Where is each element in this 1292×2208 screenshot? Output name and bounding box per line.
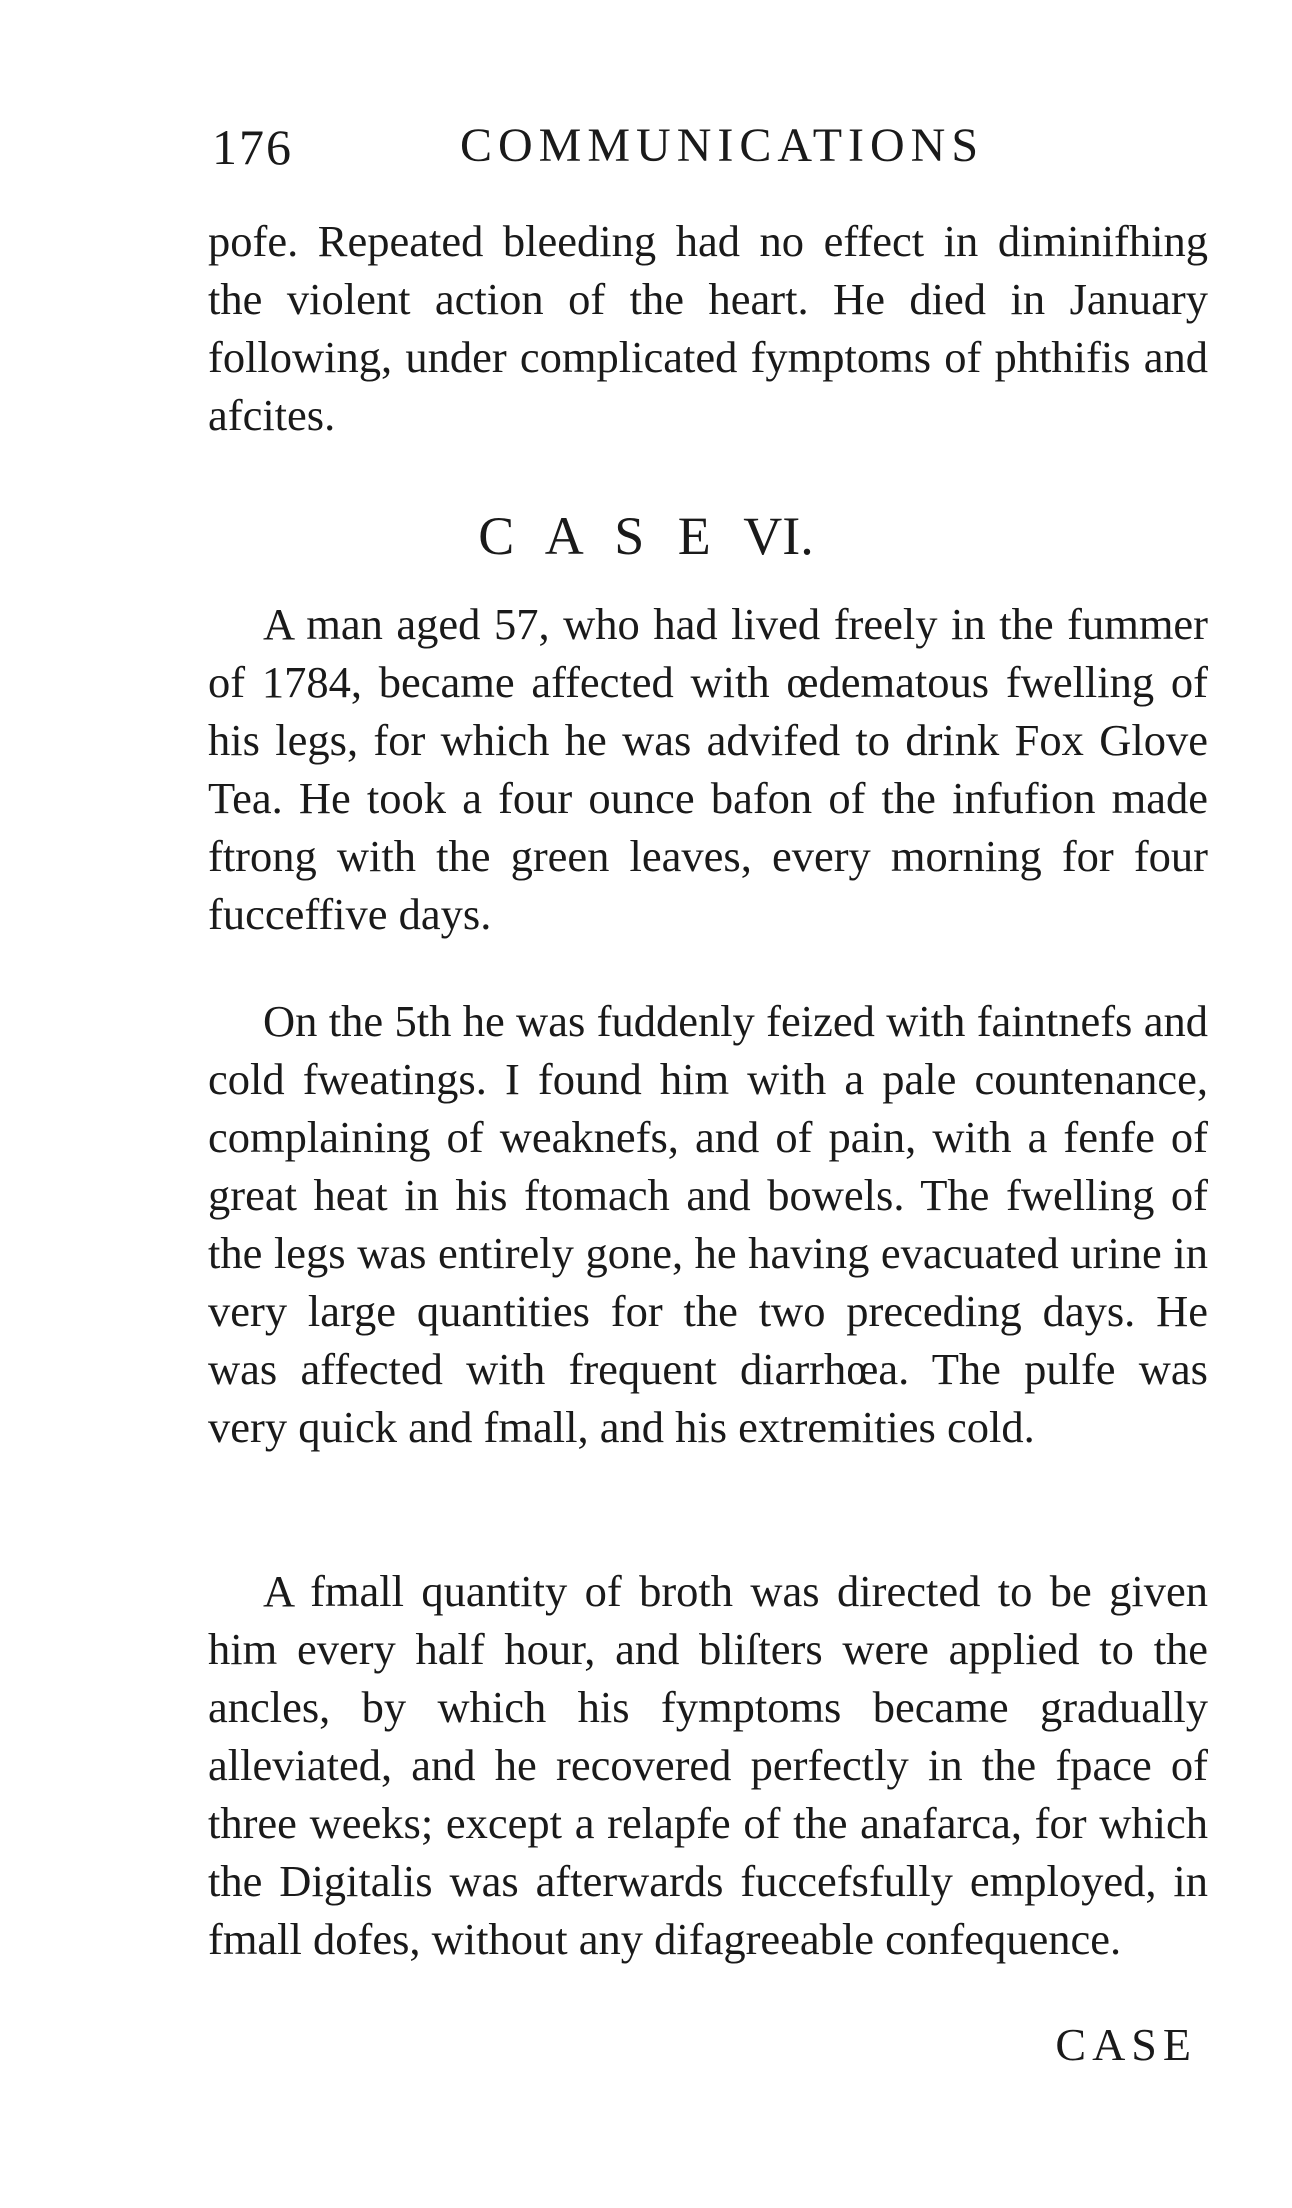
page-number: 176: [212, 119, 293, 175]
running-header: [212, 118, 1072, 188]
case-heading: C A S E VI.: [478, 506, 814, 566]
catchword: CASE: [1055, 2019, 1197, 2070]
paragraph-symptoms: On the 5th he was fuddenly feized with faintnefs and cold fweatings. I found him with a pale countenance, complaining of weaknefs, and of pain, with a fenfe of great heat in his ftomach and bowels. The fwelling of the legs was entirely gone, he having evacuated urine in very large quantities for the two preceding days. He was affected with frequent diarrhœa. The pulfe was very quick and fmall, and his extremities cold.: [208, 996, 1208, 1452]
paragraph-continued: pofe. Repeated bleeding had no effect in diminifhing the violent action of the heart. He died in January following, under complicated fymptoms of phthifis and afcites.: [208, 216, 1208, 440]
paragraph-case-intro: A man aged 57, who had lived freely in the fummer of 1784, became affected with œdematous fwelling of his legs, for which he was advifed to drink Fox Glove Tea. He took a four ounce bafon of the infufion made ftrong with the green leaves, every morning for four fucceffive days.: [208, 599, 1208, 939]
running-title: COMMUNICATIONS: [460, 119, 985, 172]
paragraph-treatment: A fmall quantity of broth was directed to be given him every half hour, and bliſters were applied to the ancles, by which his fymptoms became gradually alleviated, and he recovered perfectly in the fpace of three weeks; except a relapfe of the anafarca, for which the Digitalis was afterwards fuccefsfully employed, in fmall dofes, without any difagreeable confequence.: [208, 1566, 1208, 1964]
